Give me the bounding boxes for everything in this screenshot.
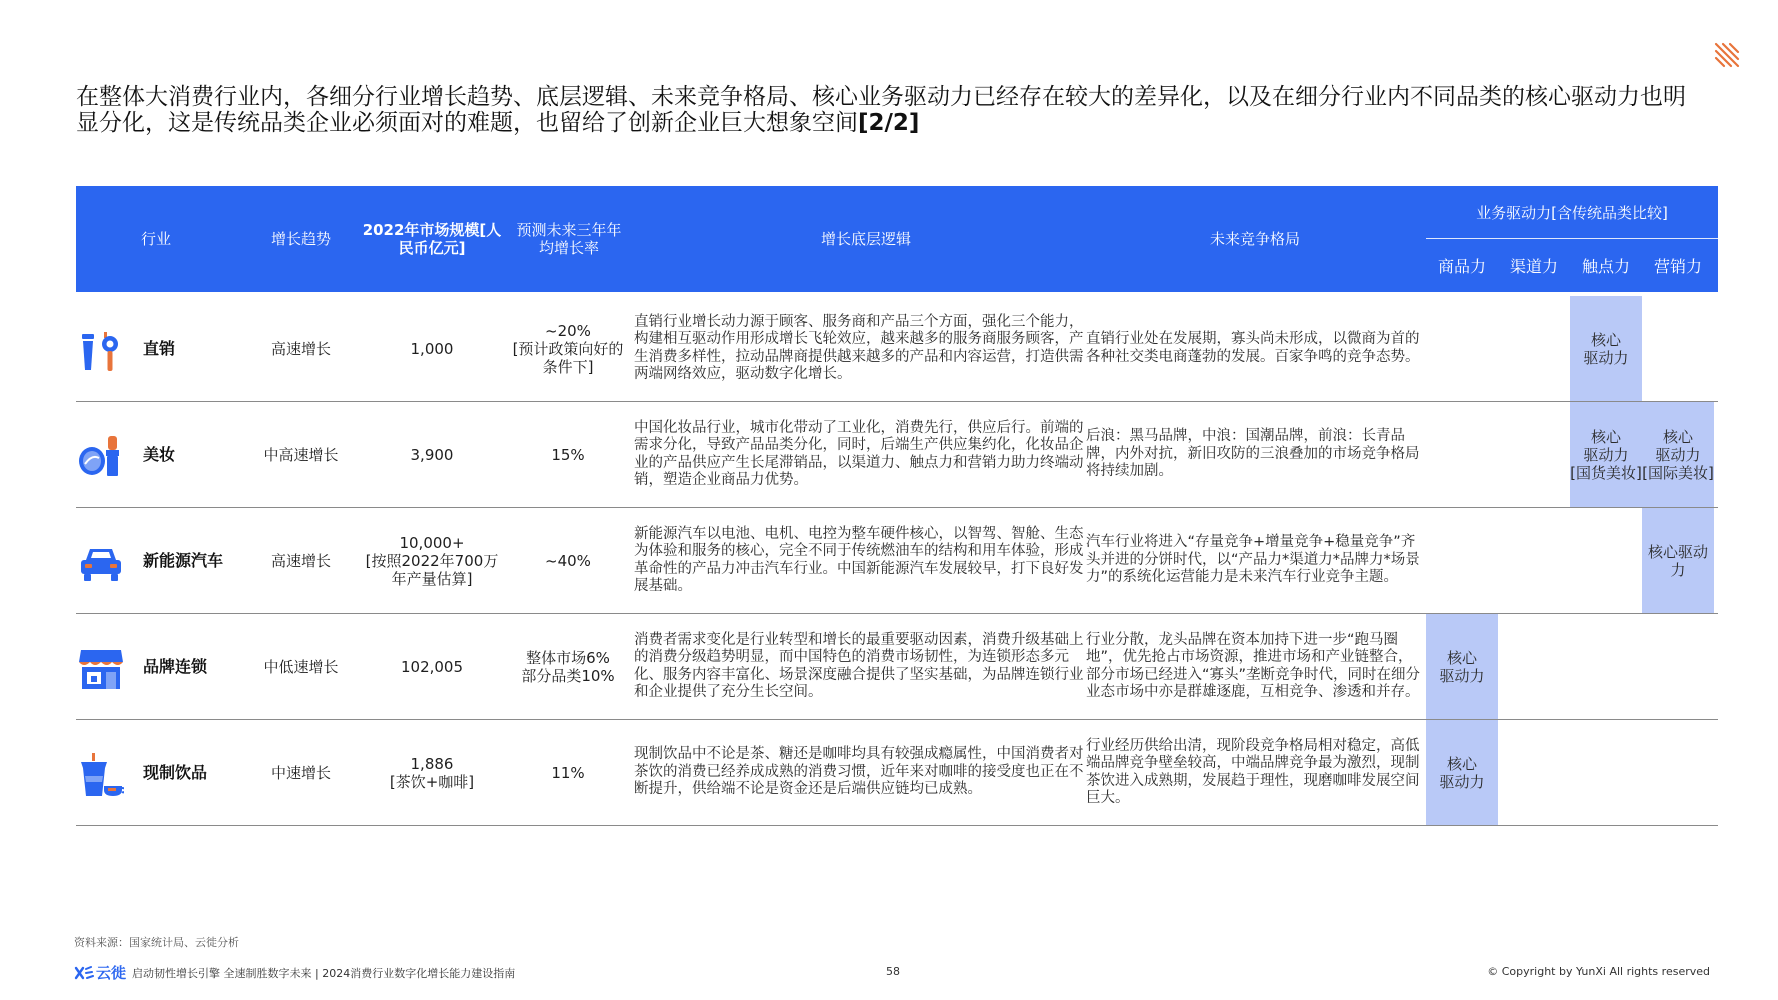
- header-cagr: 预测未来三年年均增长率: [516, 221, 622, 257]
- footer-tagline: 启动韧性增长引擎 全速制胜数字未来 | 2024消费行业数字化增长能力建设指南: [132, 967, 516, 980]
- growth-logic: 现制饮品中不论是茶、糖还是咖啡均具有较强成瘾属性，中国消费者对茶饮的消费已经养成成熟的消费习惯，近年来对咖啡的接受度也正在不断提升，供给端不论是资金还是后端供应链均已成熟。: [634, 746, 1084, 798]
- header-driver-product: 商品力: [1437, 257, 1486, 276]
- table-header: [76, 186, 1718, 292]
- logo-text: 云徙: [96, 964, 127, 982]
- page-number: 58: [886, 965, 900, 978]
- makeup-palette-icon: [78, 434, 124, 480]
- cagr-value: ~40%: [545, 551, 591, 570]
- growth-trend: 中高速增长: [263, 445, 339, 464]
- driver-cell-product: 核心 驱动力: [1426, 720, 1498, 825]
- source-note: 资料来源：国家统计局、云徙分析: [74, 936, 239, 949]
- table-body: [76, 296, 1718, 826]
- growth-trend: 高速增长: [270, 551, 331, 570]
- cagr-value: 15%: [551, 445, 585, 464]
- page-title-text: 在整体大消费行业内，各细分行业增长趋势、底层逻辑、未来竞争格局、核心业务驱动力已经存在较大的差异化，以及在细分行业内不同品类的核心驱动力也明显分化，这是传统品类企业必须面对的难题，也留给了创新企业巨大想象空间: [76, 84, 1686, 136]
- header-driver-channel: 渠道力: [1509, 257, 1558, 276]
- cosmetics-bottle-icon: [78, 328, 124, 374]
- industry-name: 新能源汽车: [143, 550, 224, 570]
- header-trend: 增长趋势: [270, 230, 331, 248]
- cagr-value: ~20% [预计政策向好的条件下]: [512, 321, 624, 376]
- cagr-value: 11%: [551, 763, 585, 782]
- growth-trend: 高速增长: [270, 339, 331, 358]
- growth-logic: 中国化妆品行业，城市化带动了工业化，消费先行，供应后行。前端的需求分化，导致产品品类分化，同时，后端生产供应集约化，化妆品企业的产品供应产生长尾滞销品，以渠道力、触点力和营销力助力终端动销，塑造企业商品力优势。: [634, 419, 1084, 488]
- header-drivers-group: 业务驱动力[含传统品类比较]: [1476, 203, 1668, 222]
- table-row: [76, 614, 1718, 720]
- market-size: 3,900: [410, 445, 454, 464]
- car-icon: [78, 540, 124, 586]
- table-row: [76, 296, 1718, 402]
- yunxi-logo: [74, 962, 126, 983]
- growth-trend: 中低速增长: [263, 657, 339, 676]
- competition-landscape: 直销行业处在发展期，寡头尚未形成，以微商为首的各种社交类电商蓬勃的发展。百家争鸣的竞争态势。: [1086, 331, 1420, 365]
- header-driver-marketing: 营销力: [1653, 257, 1702, 276]
- header-industry: 行业: [140, 230, 171, 248]
- industry-name: 现制饮品: [143, 762, 208, 782]
- market-size: 1,886 [茶饮+咖啡]: [389, 754, 475, 791]
- growth-logic: 直销行业增长动力源于顾客、服务商和产品三个方面，强化三个能力，构建相互驱动作用形成增长飞轮效应，越来越多的服务商服务顾客，产生消费多样性，拉动品牌商提供越来越多的产品和内容运营，打造供需两端网络效应，驱动数字化增长。: [634, 313, 1084, 382]
- driver-cell-marketing: 核心 驱动力 [国际美妆]: [1642, 402, 1714, 507]
- industry-name: 美妆: [143, 444, 176, 464]
- table-row: [76, 508, 1718, 614]
- driver-cell-touchpoint: 核心 驱动力 [国货美妆]: [1570, 402, 1642, 507]
- copyright: © Copyright by YunXi All rights reserved: [1487, 965, 1710, 978]
- competition-landscape: 行业分散，龙头品牌在资本加持下进一步“跑马圈地”，优先抢占市场资源，推进市场和产业链整合，部分市场已经进入“寡头”垄断竞争时代，同时在细分业态市场中亦是群雄逐鹿，互相竞争、渗透和并存。: [1086, 631, 1421, 700]
- driver-cell-touchpoint: 核心 驱动力: [1570, 296, 1642, 401]
- industry-comparison-table: [76, 186, 1718, 826]
- industry-name: 品牌连锁: [143, 656, 208, 676]
- growth-logic: 新能源汽车以电池、电机、电控为整车硬件核心，以智驾、智舱、生态为体验和服务的核心，完全不同于传统燃油车的结构和用车体验，形成革命性的产品力冲击汽车行业。中国新能源汽车发展较早，打下良好发展基础。: [634, 525, 1084, 594]
- competition-landscape: 后浪：黑马品牌，中浪：国潮品牌，前浪：长青品牌，内外对抗，新旧攻防的三浪叠加的市场竞争格局将持续加剧。: [1086, 428, 1420, 480]
- header-market: 2022年市场规模[人民币亿元]: [362, 221, 502, 257]
- decorative-stripes-icon: [1714, 42, 1740, 68]
- competition-landscape: 汽车行业将进入“存量竞争+增量竞争+稳量竞争”齐头并进的分饼时代，以“产品力*渠道力*品牌力*场景力”的系统化运营能力是未来汽车行业竞争主题。: [1086, 534, 1420, 586]
- header-competition: 未来竞争格局: [1209, 230, 1300, 248]
- market-size: 10,000+ [按照2022年700万年产量估算]: [365, 533, 499, 588]
- header-logic: 增长底层逻辑: [820, 230, 911, 248]
- storefront-icon: [78, 646, 124, 692]
- driver-cell-marketing: 核心驱动 力: [1642, 508, 1714, 613]
- header-driver-touchpoint: 触点力: [1581, 257, 1630, 276]
- footer: [74, 962, 1710, 982]
- page-title: [76, 84, 1696, 136]
- drink-cup-icon: [78, 752, 124, 798]
- table-row: [76, 402, 1718, 508]
- competition-landscape: 行业经历供给出清，现阶段竞争格局相对稳定，高低端品牌竞争壁垒较高，中端品牌竞争最为激烈，现制茶饮进入成熟期，发展趋于理性，现磨咖啡发展空间巨大。: [1086, 737, 1420, 806]
- page-tag: [2/2]: [858, 110, 920, 136]
- driver-cell-product: 核心 驱动力: [1426, 614, 1498, 719]
- market-size: 1,000: [410, 339, 454, 358]
- cagr-value: 整体市场6% 部分品类10%: [521, 648, 615, 685]
- logo-mark-icon: [74, 965, 94, 981]
- industry-name: 直销: [143, 338, 176, 358]
- growth-logic: 消费者需求变化是行业转型和增长的最重要驱动因素，消费升级基础上的消费分级趋势明显，而中国特色的消费市场韧性，为连锁形态多元化、服务内容丰富化、场景深度融合提供了坚实基础，为品牌连锁行业和企业提供了充分生长空间。: [634, 631, 1084, 700]
- growth-trend: 中速增长: [270, 763, 331, 782]
- table-row: [76, 720, 1718, 826]
- market-size: 102,005: [400, 657, 464, 676]
